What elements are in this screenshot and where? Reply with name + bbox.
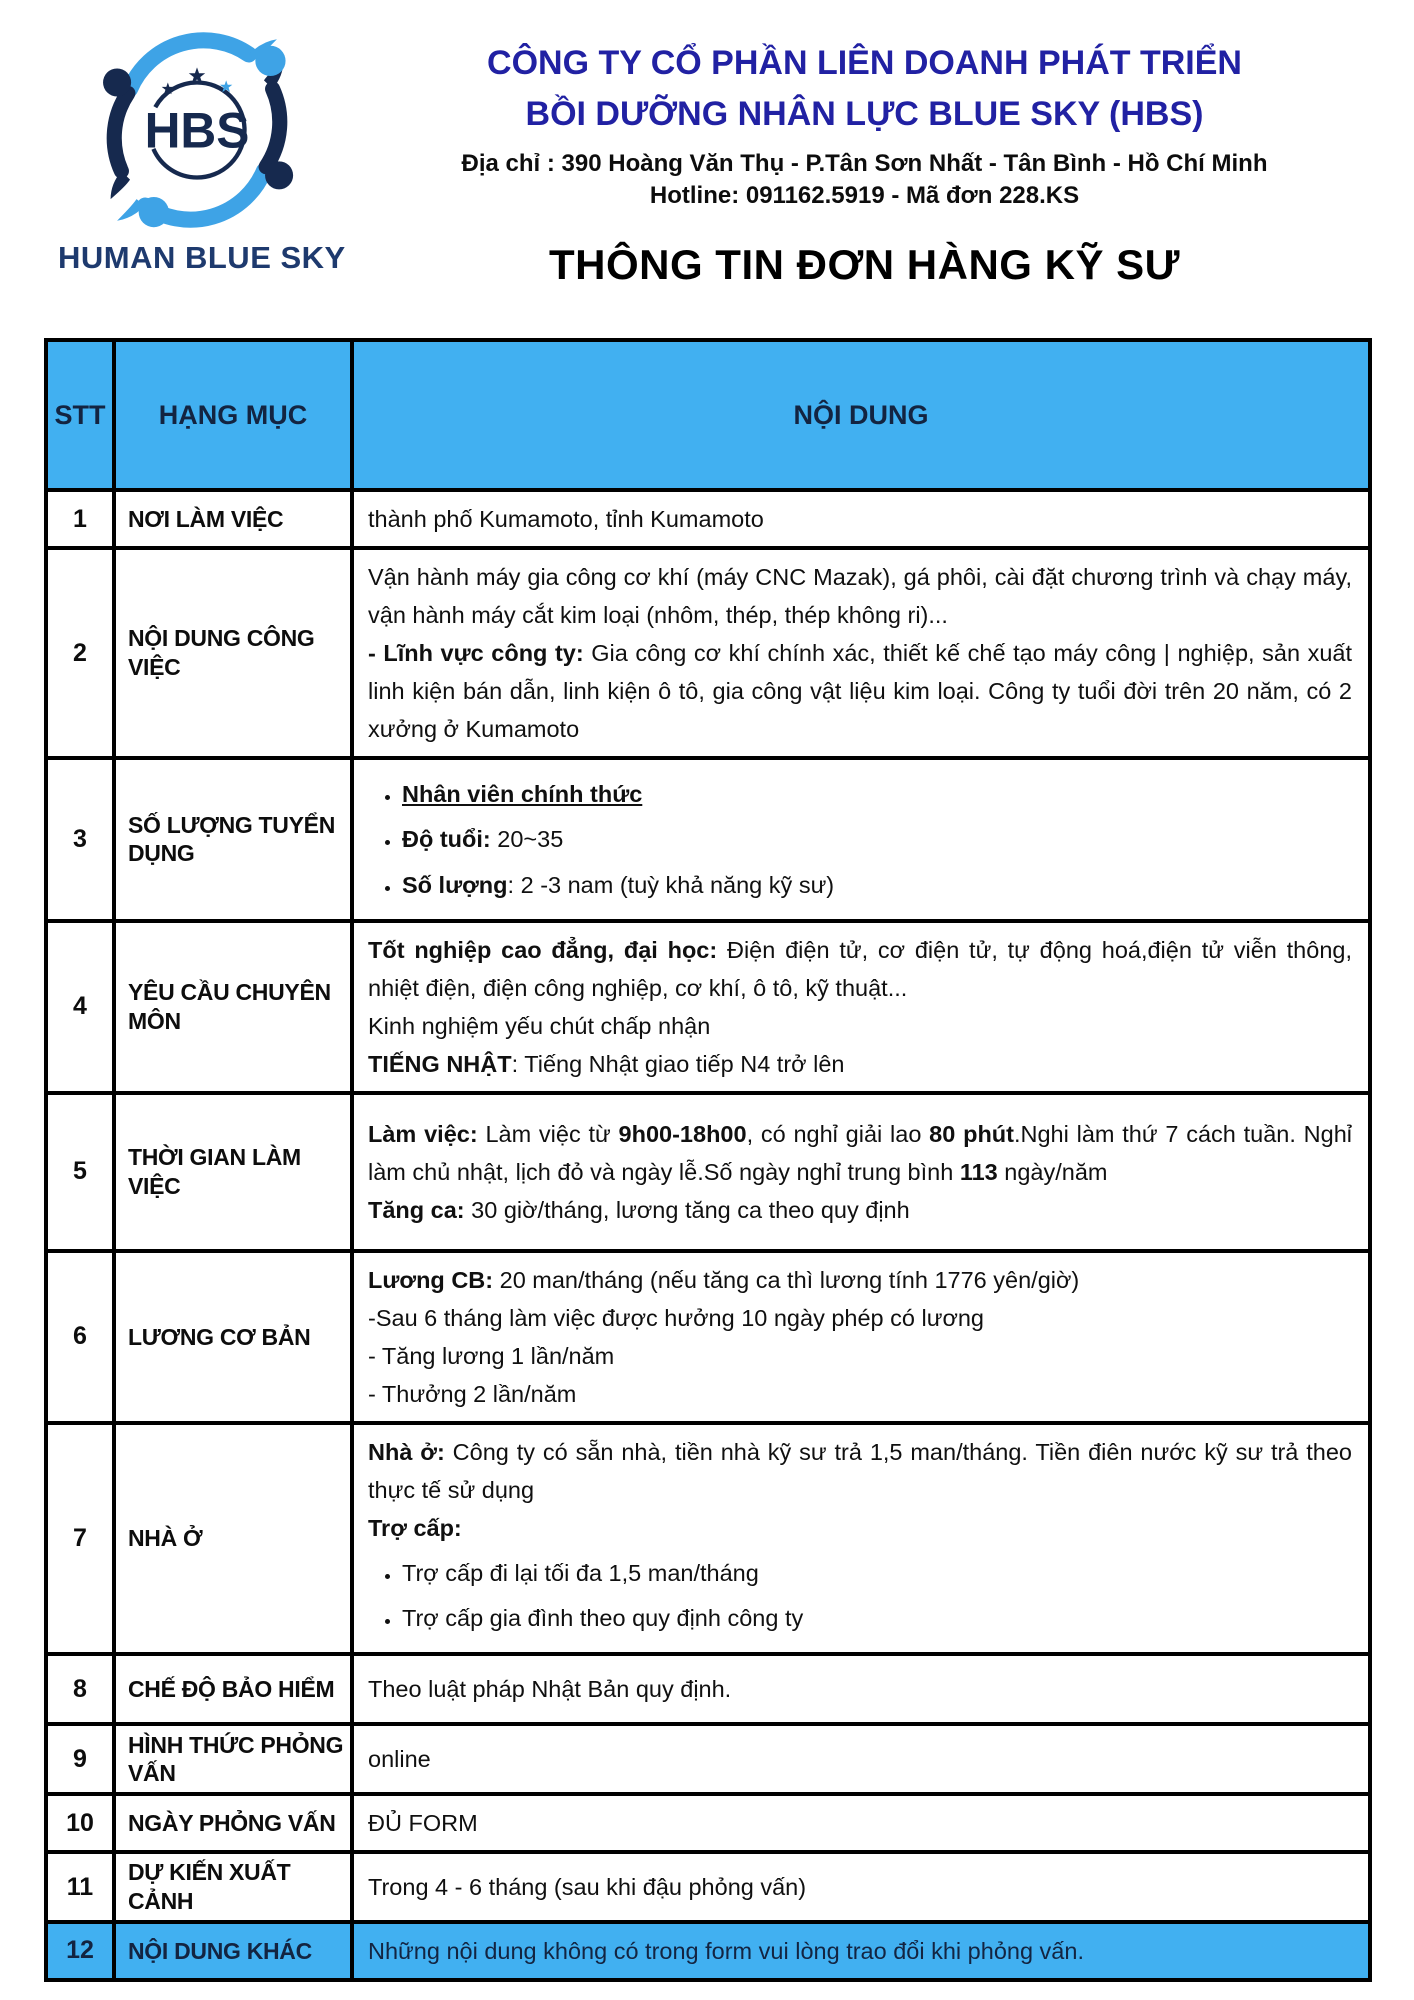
row-number: 5: [46, 1093, 114, 1251]
row-number: 4: [46, 921, 114, 1093]
row-content: ĐỦ FORM: [352, 1794, 1370, 1852]
row-item-label: NƠI LÀM VIỆC: [114, 490, 352, 548]
table-row: [46, 921, 1370, 1093]
logo-dot: [139, 197, 169, 227]
company-logo: [58, 22, 346, 276]
company-name-line1: CÔNG TY CỔ PHẦN LIÊN DOANH PHÁT TRIỂN: [487, 44, 1242, 82]
row-number: 2: [46, 548, 114, 758]
order-info-table: [44, 338, 1372, 1982]
logo-caption: HUMAN BLUE SKY: [58, 240, 346, 275]
table-row: [46, 1724, 1370, 1794]
row-item-label: SỐ LƯỢNG TUYỂN DỤNG: [114, 758, 352, 920]
hbs-logo-icon: [89, 22, 305, 238]
row-content: Tốt nghiệp cao đẳng, đại học: Điện điện tử, cơ điện tử, tự động hoá,điện tử viễn thông, nhiệt điện, điện công nghiệp, cơ khí, ô tô, kỹ thuật... Kinh nghiệm yếu chút chấp nhận TIẾNG NHẬT: Tiếng Nhật giao tiếp N4 trở lên: [352, 921, 1370, 1093]
row-number: 11: [46, 1852, 114, 1922]
row-content: Theo luật pháp Nhật Bản quy định.: [352, 1654, 1370, 1724]
table-row: [46, 1852, 1370, 1922]
row-number: 3: [46, 758, 114, 920]
row-item-label: NGÀY PHỎNG VẤN: [114, 1794, 352, 1852]
logo-monogram: HBS: [144, 102, 250, 159]
table-header-row: [46, 340, 1370, 490]
table-row: [46, 1654, 1370, 1724]
row-content: Những nội dung không có trong form vui lòng trao đổi khi phỏng vấn.: [352, 1922, 1370, 1980]
table-row: [46, 1794, 1370, 1852]
row-number: 8: [46, 1654, 114, 1724]
row-content: Trong 4 - 6 tháng (sau khi đậu phỏng vấn): [352, 1852, 1370, 1922]
company-hotline: Hotline: 091162.5919 - Mã đơn 228.KS: [649, 182, 1080, 210]
row-content: thành phố Kumamoto, tỉnh Kumamoto: [352, 490, 1370, 548]
row-content: Lương CB: 20 man/tháng (nếu tăng ca thì lương tính 1776 yên/giờ) -Sau 6 tháng làm việc được hưởng 10 ngày phép có lương - Tăng lương 1 lần/năm - Thưởng 2 lần/năm: [352, 1251, 1370, 1423]
row-item-label: DỰ KIẾN XUẤT CẢNH: [114, 1852, 352, 1922]
page-header: [0, 0, 1414, 330]
page-title: THÔNG TIN ĐƠN HÀNG KỸ SƯ: [548, 240, 1180, 288]
logo-dot: [265, 161, 293, 189]
row-item-label: YÊU CẦU CHUYÊN MÔN: [114, 921, 352, 1093]
table-row: [46, 1251, 1370, 1423]
row-item-label: NỘI DUNG CÔNG VIỆC: [114, 548, 352, 758]
logo-dot: [255, 46, 285, 76]
row-item-label: THỜI GIAN LÀM VIỆC: [114, 1093, 352, 1251]
row-item-label: CHẾ ĐỘ BẢO HIỂM: [114, 1654, 352, 1724]
company-name: [345, 38, 1384, 140]
table-row: [46, 1093, 1370, 1251]
row-item-label: NỘI DUNG KHÁC: [114, 1922, 352, 1980]
table-row: [46, 548, 1370, 758]
column-header-stt: STT: [46, 340, 114, 490]
row-content: Làm việc: Làm việc từ 9h00-18h00, có nghỉ giải lao 80 phút.Nghi làm thứ 7 cách tuần. Nghỉ làm chủ nhật, lịch đỏ và ngày lễ.Số ngày nghỉ trung bình 113 ngày/năm Tăng ca: 30 giờ/tháng, lương tăng ca theo quy định: [352, 1093, 1370, 1251]
row-number: 7: [46, 1423, 114, 1654]
row-content: Nhà ở: Công ty có sẵn nhà, tiền nhà kỹ sư trả 1,5 man/tháng. Tiền điên nước kỹ sư trả theo thực tế sử dụng Trợ cấp: • Trợ cấp đi lại tối đa 1,5 man/tháng • Trợ cấp gia đình theo quy định công ty: [352, 1423, 1370, 1654]
row-number: 6: [46, 1251, 114, 1423]
logo-dot: [103, 68, 131, 96]
company-name-line2: BỒI DƯỠNG NHÂN LỰC BLUE SKY (HBS): [525, 95, 1204, 133]
column-header-hang-muc: HẠNG MỤC: [114, 340, 352, 490]
table-row: [46, 1423, 1370, 1654]
table-row: [46, 1922, 1370, 1980]
row-content: online: [352, 1724, 1370, 1794]
row-item-label: LƯƠNG CƠ BẢN: [114, 1251, 352, 1423]
row-number: 1: [46, 490, 114, 548]
row-number: 9: [46, 1724, 114, 1794]
table-row: [46, 758, 1370, 920]
row-item-label: NHÀ Ở: [114, 1423, 352, 1654]
order-table-body: [46, 490, 1370, 1980]
company-address: Địa chỉ : 390 Hoàng Văn Thụ - P.Tân Sơn Nhất - Tân Bình - Hồ Chí Minh: [461, 150, 1268, 177]
header-right: [345, 0, 1384, 289]
row-content: • Nhân viên chính thức • Độ tuổi: 20~35 • Số lượng: 2 -3 nam (tuỳ khả năng kỹ sư): [352, 758, 1370, 920]
row-number: 12: [46, 1922, 114, 1980]
column-header-noi-dung: NỘI DUNG: [352, 340, 1370, 490]
row-content: Vận hành máy gia công cơ khí (máy CNC Mazak), gá phôi, cài đặt chương trình và chạy máy, vận hành máy cắt kim loại (nhôm, thép, thép không ri)... - Lĩnh vực công ty: Gia công cơ khí chính xác, thiết kế chế tạo máy công | nghiệp, sản xuất linh kiện bán dẫn, linh kiện ô tô, gia công vật liệu kim loại. Công ty tuổi đời trên 20 năm, có 2 xưởng ở Kumamoto: [352, 548, 1370, 758]
row-item-label: HÌNH THỨC PHỎNG VẤN: [114, 1724, 352, 1794]
row-number: 10: [46, 1794, 114, 1852]
table-row: [46, 490, 1370, 548]
